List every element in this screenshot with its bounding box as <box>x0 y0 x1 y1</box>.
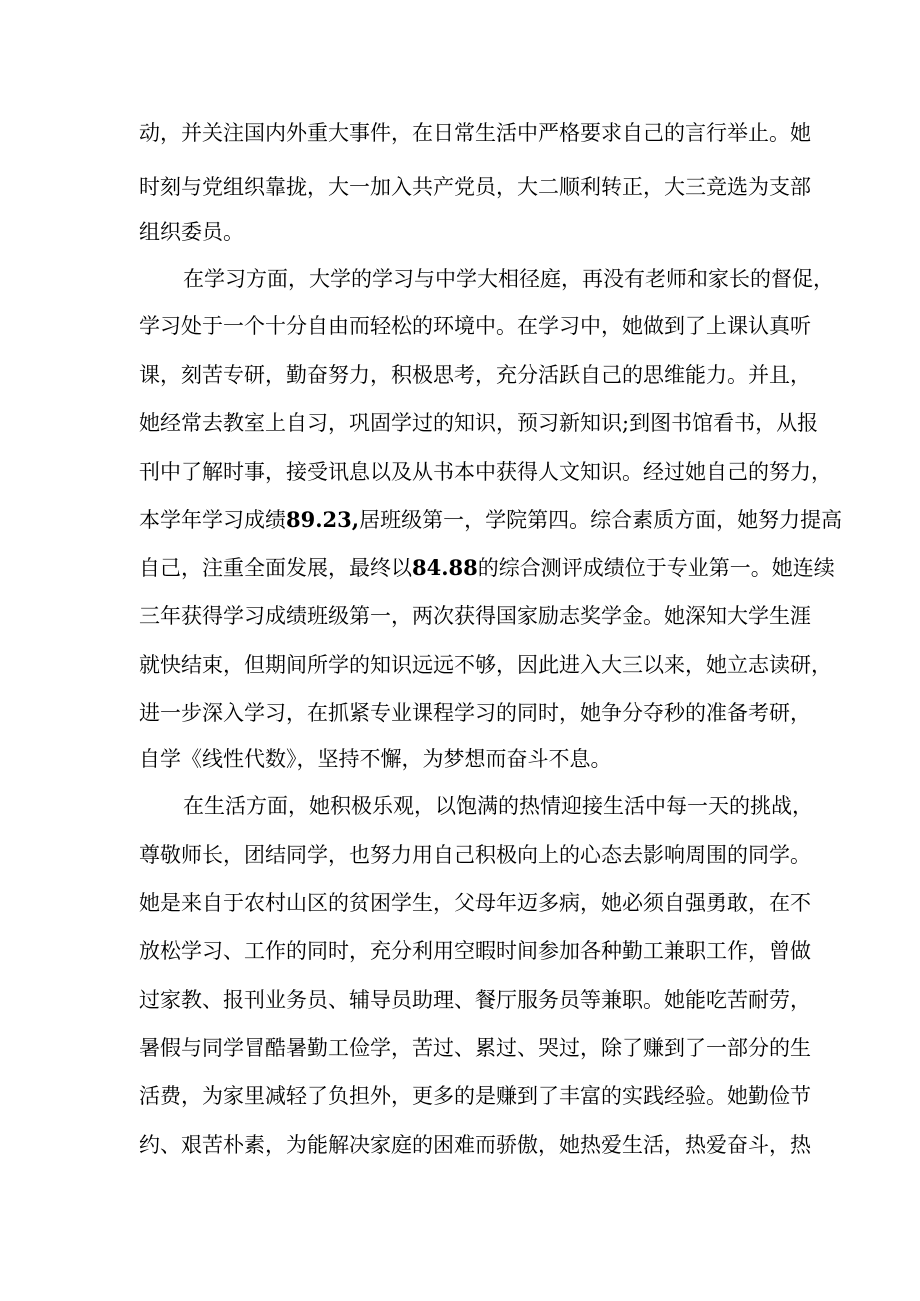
text-line: 刊中了解时事，接受讯息以及从书本中获得人文知识。经过她自己的努力， <box>139 460 832 484</box>
text-line: 自学《线性代数》，坚持不懈，为梦想而奋斗不息。 <box>139 747 612 771</box>
text-line: 本学年学习成绩89.23,居班级第一，学院第四。综合素质方面，她努力提高 <box>139 507 843 532</box>
text-line: 活费，为家里减轻了负担外，更多的是赚到了丰富的实践经验。她勤俭节 <box>139 1084 811 1108</box>
text-line: 在学习方面，大学的学习与中学大相径庭，再没有老师和家长的督促， <box>183 267 834 291</box>
text-line: 约、艰苦朴素，为能解决家庭的困难而骄傲，她热爱生活，热爱奋斗，热 <box>139 1133 811 1157</box>
text-line: 时刻与党组织靠拢，大一加入共产党员，大二顺利转正，大三竞选为支部 <box>139 175 811 199</box>
text-line: 自己，注重全面发展，最终以84.88的综合测评成绩位于专业第一。她连续 <box>139 555 835 580</box>
text-line: 她经常去教室上自习，巩固学过的知识，预习新知识;到图书馆看书，从报 <box>139 411 819 435</box>
text-line: 学习处于一个十分自由而轻松的环境中。在学习中，她做到了上课认真听 <box>139 314 811 338</box>
text-line: 三年获得学习成绩班级第一，两次获得国家励志奖学金。她深知大学生涯 <box>139 604 811 628</box>
text-line: 尊敬师长，团结同学，也努力用自己积极向上的心态去影响周围的同学。 <box>139 843 811 867</box>
text-line: 在生活方面，她积极乐观，以饱满的热情迎接生活中每一天的挑战， <box>183 794 813 818</box>
score-value: 89.23, <box>286 507 360 532</box>
text-line: 放松学习、工作的同时，充分利用空暇时间参加各种勤工兼职工作，曾做 <box>139 939 811 963</box>
text-line: 暑假与同学冒酷暑勤工俭学，苦过、累过、哭过，除了赚到了一部分的生 <box>139 1036 811 1060</box>
text-line: 她是来自于农村山区的贫困学生，父母年迈多病，她必须自强勇敢，在不 <box>139 891 811 915</box>
text-line: 动，并关注国内外重大事件，在日常生活中严格要求自己的言行举止。她 <box>139 121 811 145</box>
text-line: 进一步深入学习，在抓紧专业课程学习的同时，她争分夺秒的准备考研， <box>139 701 811 725</box>
text-line: 过家教、报刊业务员、辅导员助理、餐厅服务员等兼职。她能吃苦耐劳， <box>139 988 811 1012</box>
text-line: 就快结束，但期间所学的知识远远不够，因此进入大三以来，她立志读研， <box>139 653 832 677</box>
text-line: 组织委员。 <box>139 220 244 244</box>
score-value: 84.88 <box>412 555 478 580</box>
text-line: 课，刻苦专研，勤奋努力，积极思考，充分活跃自己的思维能力。并且， <box>139 363 811 387</box>
